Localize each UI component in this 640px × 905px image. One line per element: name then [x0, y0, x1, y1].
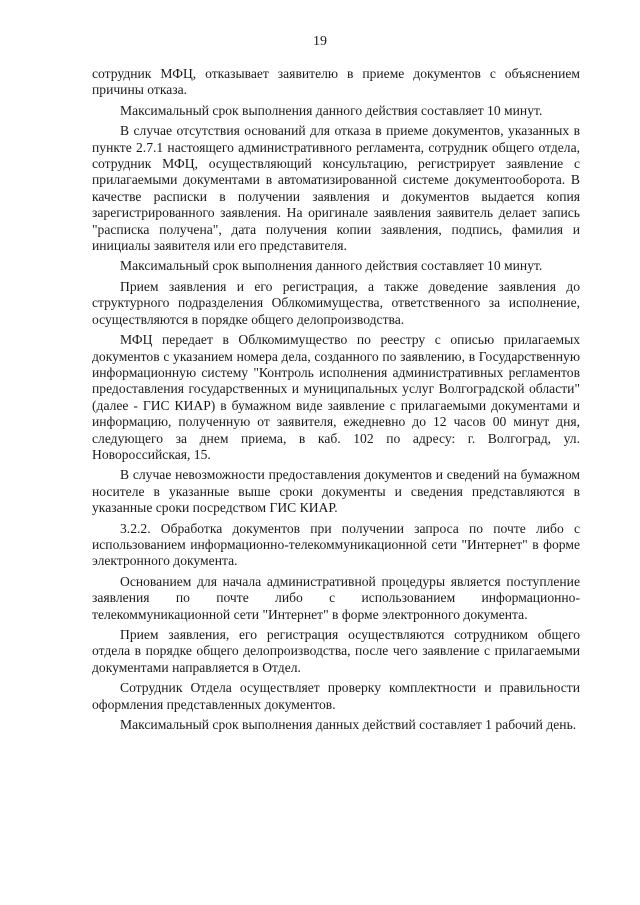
paragraph-6: МФЦ передает в Облкомимущество по реестру с описью прилагаемых документов с указанием номера дела, созданного по заявлению, в Государственную информационную систему "Контроль исполнения административных регламентов предоставления государственных и муниципальных услуг Волгоградской области" (далее - ГИС КИАР) в бумажном виде заявление с прилагаемыми документами и информацию, полученную от заявителя, ежедневно до 12 часов 00 минут дня, следующего за днем приема, в каб. 102 по адресу: г. Волгоград, ул. Новороссийская, 15.	[92, 332, 580, 462]
paragraph-3: В случае отсутствия оснований для отказа в приеме документов, указанных в пункте 2.7.1 настоящего административного регламента, сотрудник общего отдела, сотрудник МФЦ, осуществляющий консультацию, регистрирует заявление с прилагаемыми документами в автоматизированной системе документооборота. В качестве расписки в получении заявления и документов выдается копия зарегистрированного заявления. На оригинале заявления заявитель делает запись "расписка получена", дата получения копии заявления, подпись, фамилия и инициалы заявителя или его представителя.	[92, 123, 580, 254]
paragraph-10: Прием заявления, его регистрация осуществляются сотрудником общего отдела в порядке общего делопроизводства, после чего заявление с прилагаемыми документами направляется в Отдел.	[92, 627, 580, 675]
paragraph-2: Максимальный срок выполнения данного действия составляет 10 минут.	[120, 102, 543, 118]
paragraph-1: сотрудник МФЦ, отказывает заявителю в приеме документов с объяснением причины отказа.	[92, 66, 580, 98]
paragraph-9: Основанием для начала административной процедуры является поступление заявления по почте либо с использованием информационно-телекоммуникационной сети "Интернет" в форме электронного документа.	[92, 573, 580, 622]
paragraph-12: Максимальный срок выполнения данных действий составляет 1 рабочий день.	[120, 717, 577, 733]
paragraph-5: Прием заявления и его регистрация, а также доведение заявления до структурного подразделения Облкомимущества, ответственного за исполнение, осуществляются в порядке общего делопроизводства.	[92, 278, 580, 327]
page-number: 19	[313, 34, 327, 49]
paragraph-4: Максимальный срок выполнения данного действия составляет 10 минут.	[120, 258, 543, 274]
paragraph-11: Сотрудник Отдела осуществляет проверку комплектности и правильности оформления представленных документов.	[92, 680, 580, 712]
document-body	[92, 66, 580, 737]
paragraph-8: 3.2.2. Обработка документов при получении запроса по почте либо с использованием информационно-телекоммуникационной сети "Интернет" в форме электронного документа.	[92, 520, 580, 569]
paragraph-7: В случае невозможности предоставления документов и сведений на бумажном носителе в указанные выше сроки документы и сведения представляются в указанные сроки посредством ГИС КИАР.	[92, 467, 580, 516]
